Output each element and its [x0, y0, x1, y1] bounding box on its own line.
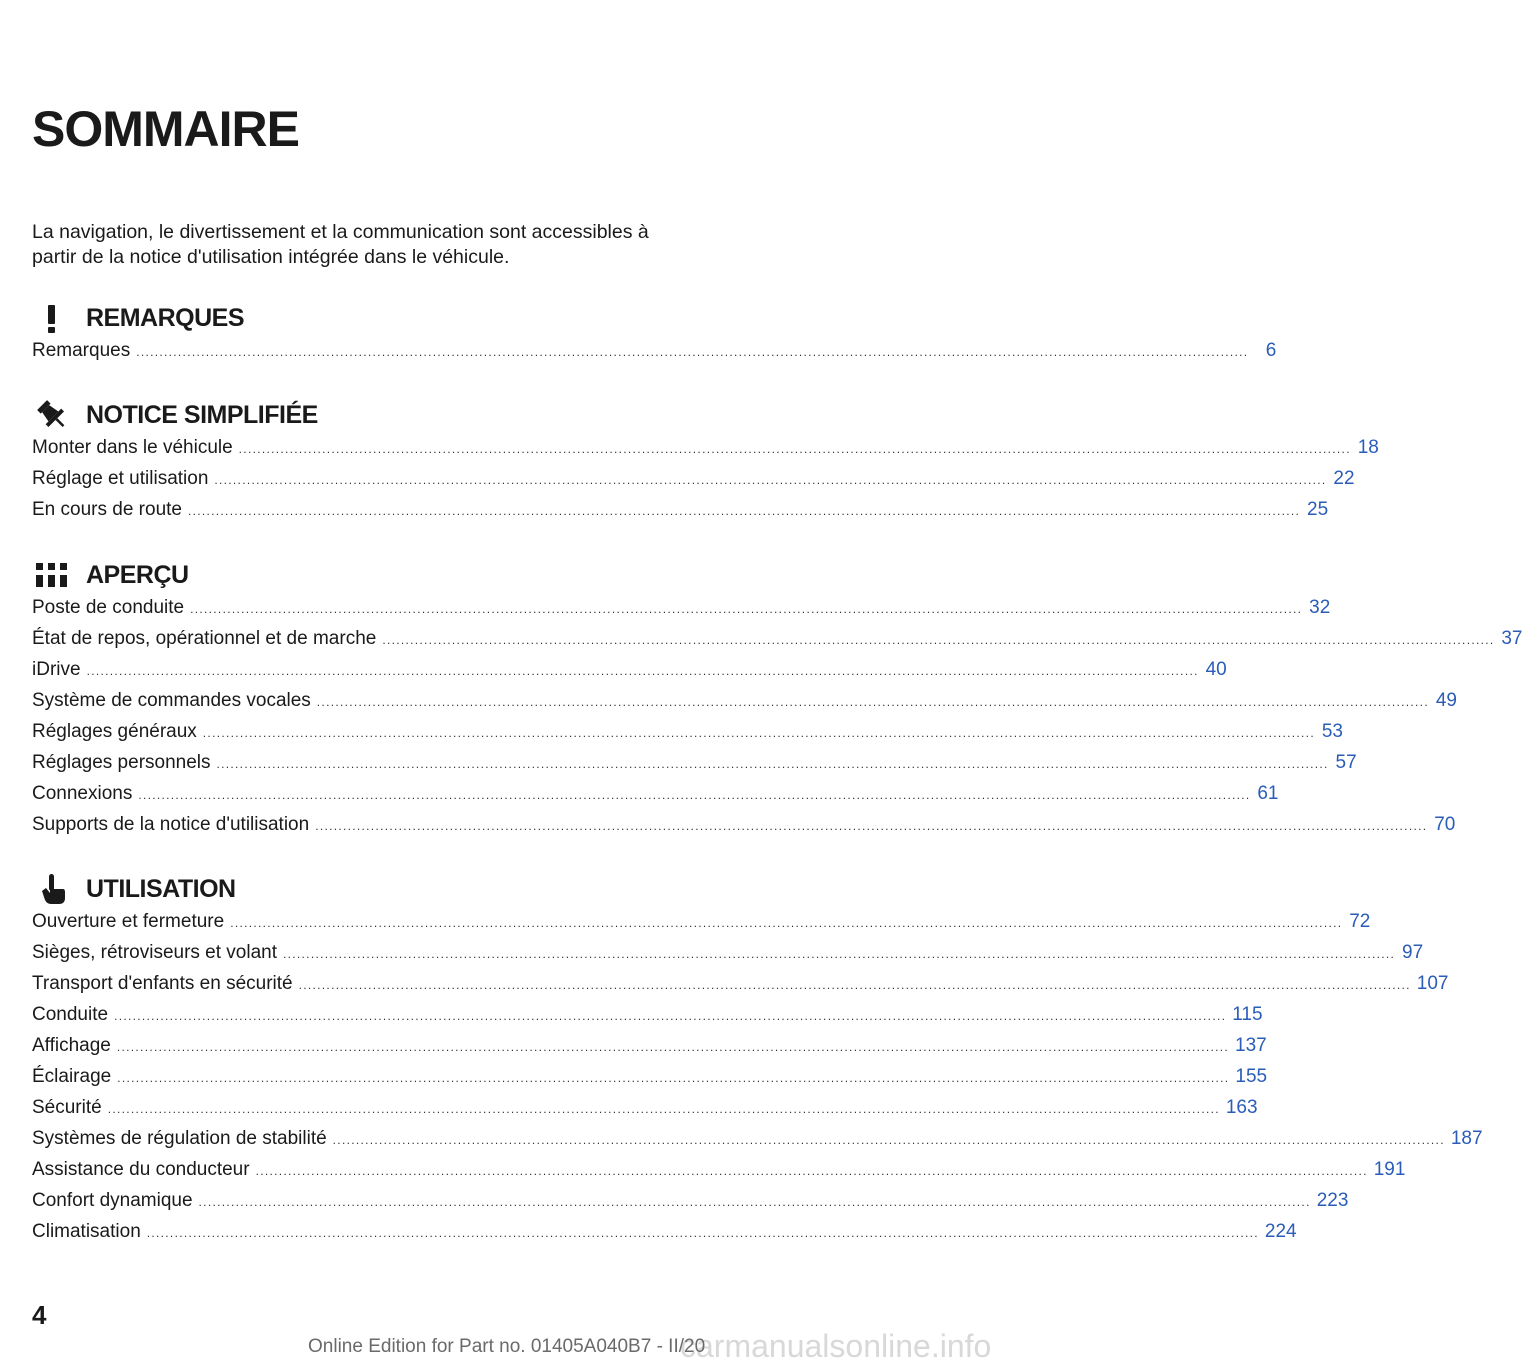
- toc-page-link[interactable]: 224: [1264, 1221, 1297, 1242]
- toc-page-link[interactable]: 187: [1450, 1128, 1483, 1149]
- toc-entry[interactable]: [32, 690, 1457, 721]
- dot-leader: [190, 602, 1302, 616]
- toc-list: [32, 597, 1523, 845]
- toc-entry[interactable]: [32, 942, 1424, 973]
- section-header: [32, 869, 688, 909]
- dot-leader: [199, 1195, 1311, 1209]
- toc-page-link[interactable]: 18: [1357, 437, 1379, 458]
- toc-list: [32, 340, 1277, 371]
- toc-label: Ouverture et fermeture: [32, 911, 225, 932]
- dot-leader: [117, 1040, 1229, 1054]
- toc-label: État de repos, opérationnel et de marche: [32, 628, 377, 649]
- toc-entry[interactable]: [32, 468, 1355, 499]
- section-notice-simplifiee: [32, 395, 1379, 530]
- toc-page-link[interactable]: 6: [1265, 340, 1277, 361]
- toc-label: Système de commandes vocales: [32, 690, 311, 711]
- section-title: APERÇU: [86, 560, 189, 589]
- toc-entry[interactable]: [32, 499, 1329, 530]
- dot-leader: [256, 1164, 1368, 1178]
- toc-entry[interactable]: [32, 628, 1523, 659]
- toc-label: iDrive: [32, 659, 81, 680]
- section-title: NOTICE SIMPLIFIÉE: [86, 400, 318, 429]
- toc-page-link[interactable]: 61: [1257, 783, 1279, 804]
- toc-entry[interactable]: [32, 783, 1279, 814]
- section-apercu: [32, 555, 1523, 845]
- toc-label: Réglages généraux: [32, 721, 197, 742]
- toc-page-link[interactable]: 97: [1402, 942, 1424, 963]
- dot-leader: [317, 695, 1429, 709]
- toc-page-link[interactable]: 155: [1235, 1066, 1268, 1087]
- toc-label: Remarques: [32, 340, 131, 361]
- dot-leader: [108, 1102, 1220, 1116]
- dot-leader: [203, 726, 1315, 740]
- dot-leader: [333, 1133, 1445, 1147]
- toc-entry[interactable]: [32, 659, 1227, 690]
- dot-leader: [214, 473, 1326, 487]
- toc-page-link[interactable]: 70: [1434, 814, 1456, 835]
- toc-label: Réglage et utilisation: [32, 468, 209, 489]
- toc-page-link[interactable]: 53: [1321, 721, 1343, 742]
- toc-label: Monter dans le véhicule: [32, 437, 233, 458]
- toc-label: Conduite: [32, 1004, 109, 1025]
- toc-entry[interactable]: [32, 1128, 1483, 1159]
- section-utilisation: [32, 869, 1483, 1252]
- section-header: [32, 395, 688, 435]
- toc-entry[interactable]: [32, 597, 1331, 628]
- toc-page-link[interactable]: 32: [1309, 597, 1331, 618]
- toc-entry[interactable]: [32, 752, 1357, 783]
- toc-label: Supports de la notice d'utilisation: [32, 814, 310, 835]
- hand-pointer-icon: [32, 869, 72, 909]
- toc-label: Climatisation: [32, 1221, 141, 1242]
- toc-list: [32, 911, 1483, 1252]
- toc-label: En cours de route: [32, 499, 182, 520]
- toc-label: Connexions: [32, 783, 133, 804]
- toc-entry[interactable]: [32, 973, 1449, 1004]
- page-title: SOMMAIRE: [32, 101, 299, 157]
- edition-note: Online Edition for Part no. 01405A040B7 - II/20: [308, 1336, 706, 1357]
- dot-leader: [299, 978, 1411, 992]
- toc-entry[interactable]: [32, 1035, 1267, 1066]
- pin-icon: [32, 395, 72, 435]
- toc-label: Systèmes de régulation de stabilité: [32, 1128, 327, 1149]
- page-number: 4: [32, 1300, 47, 1330]
- toc-page-link[interactable]: 107: [1416, 973, 1449, 994]
- toc-label: Sécurité: [32, 1097, 102, 1118]
- section-header: [32, 298, 688, 338]
- dot-leader: [87, 664, 1199, 678]
- toc-label: Éclairage: [32, 1066, 112, 1087]
- dot-leader: [217, 757, 1329, 771]
- toc-entry[interactable]: [32, 911, 1371, 942]
- footer: [308, 1328, 992, 1364]
- toc-entry[interactable]: [32, 1066, 1268, 1097]
- toc-label: Assistance du conducteur: [32, 1159, 250, 1180]
- section-header: [32, 555, 688, 595]
- dot-leader: [114, 1009, 1226, 1023]
- toc-page-link[interactable]: 22: [1333, 468, 1355, 489]
- toc-page-link[interactable]: 115: [1232, 1004, 1263, 1025]
- toc-page-link[interactable]: 57: [1335, 752, 1357, 773]
- toc-entry[interactable]: [32, 1004, 1263, 1035]
- toc-page-link[interactable]: 49: [1435, 690, 1457, 711]
- toc-label: Poste de conduite: [32, 597, 185, 618]
- dot-leader: [136, 345, 1248, 359]
- toc-entry[interactable]: [32, 1159, 1406, 1190]
- toc-entry[interactable]: [32, 1097, 1258, 1128]
- toc-page-link[interactable]: 40: [1205, 659, 1227, 680]
- toc-page-link[interactable]: 25: [1307, 499, 1329, 520]
- toc-page-link[interactable]: 223: [1316, 1190, 1349, 1211]
- intro-paragraph: La navigation, le divertissement et la communication sont accessibles à partir de la notice d'utilisation intégrée dans le véhicule.: [32, 221, 649, 268]
- watermark: carmanualsonline.info: [680, 1328, 992, 1364]
- section-title: UTILISATION: [86, 874, 236, 903]
- dot-leader: [138, 788, 1250, 802]
- grid-icon: [32, 555, 72, 595]
- toc-label: Sièges, rétroviseurs et volant: [32, 942, 278, 963]
- toc-entry[interactable]: [32, 814, 1456, 845]
- dot-leader: [230, 916, 1342, 930]
- toc-page-link[interactable]: 163: [1225, 1097, 1258, 1118]
- dot-leader: [188, 504, 1300, 518]
- toc-page-link[interactable]: 37: [1501, 628, 1523, 649]
- toc-entry[interactable]: [32, 1221, 1297, 1252]
- exclamation-icon: [32, 298, 72, 338]
- toc-entry[interactable]: [32, 1190, 1349, 1221]
- dot-leader: [283, 947, 1395, 961]
- toc-page-link[interactable]: 191: [1373, 1159, 1406, 1180]
- toc-entry[interactable]: [32, 721, 1343, 752]
- toc-page-link[interactable]: 137: [1235, 1035, 1267, 1056]
- toc-page-link[interactable]: 72: [1349, 911, 1371, 932]
- dot-leader: [382, 633, 1494, 647]
- toc-label: Affichage: [32, 1035, 111, 1056]
- toc-list: [32, 437, 1379, 530]
- toc-label: Réglages personnels: [32, 752, 211, 773]
- section-remarques: [32, 298, 1277, 371]
- toc-label: Confort dynamique: [32, 1190, 193, 1211]
- section-title: REMARQUES: [86, 303, 245, 332]
- toc-label: Transport d'enfants en sécurité: [32, 973, 293, 994]
- dot-leader: [147, 1226, 1259, 1240]
- toc-entry[interactable]: [32, 437, 1379, 468]
- dot-leader: [315, 819, 1427, 833]
- dot-leader: [117, 1071, 1229, 1085]
- dot-leader: [239, 442, 1351, 456]
- toc-entry[interactable]: [32, 340, 1277, 371]
